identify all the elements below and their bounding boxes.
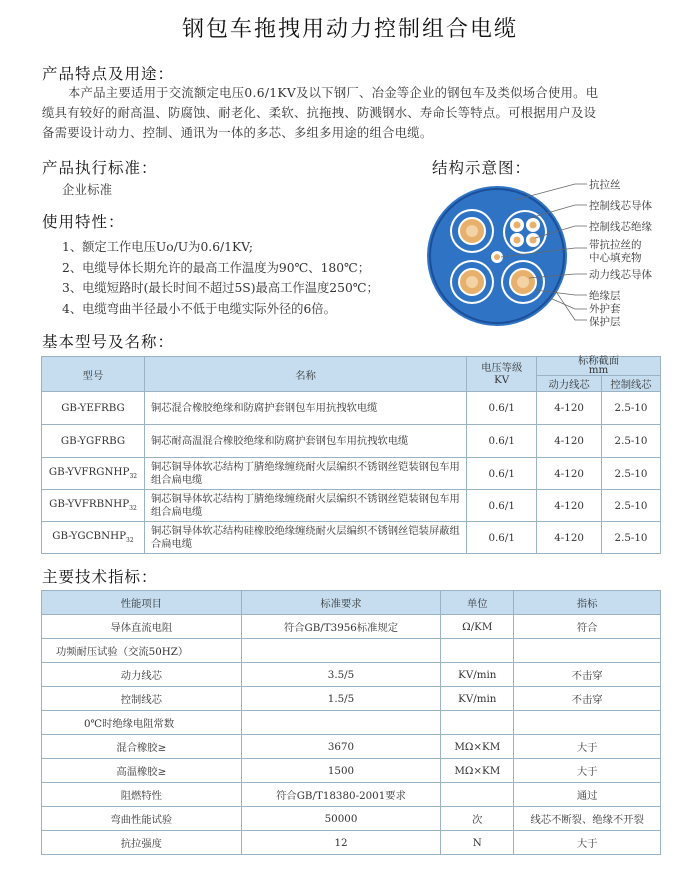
model-cell: GB-YEFRBG xyxy=(42,392,145,425)
model-cell: $GB-YVFRGNHP_{32}$ xyxy=(42,458,145,490)
col-header-model: 型号 xyxy=(42,357,145,392)
unit-cell xyxy=(441,639,514,663)
structure-heading: 结构示意图： xyxy=(432,159,532,177)
label-outer-sheath: 外护套 xyxy=(589,303,621,315)
item-cell: 动力线芯 xyxy=(42,663,242,687)
features-paragraph xyxy=(42,83,662,143)
model-cell: $GB-YVFRBNHP_{32}$ xyxy=(42,490,145,522)
unit-cell: N xyxy=(441,831,514,855)
item-cell: 导体直流电阻 xyxy=(42,615,242,639)
page-title: 钢包车拖拽用动力控制组合电缆 xyxy=(181,17,518,42)
col-header-item: 性能项目 xyxy=(42,591,242,615)
item-cell: 抗拉强度 xyxy=(42,831,242,855)
standard-heading: 产品执行标准： xyxy=(42,159,158,177)
unit-cell: MΩ×KM xyxy=(441,735,514,759)
index-cell xyxy=(514,639,661,663)
voltage-cell: 0.6/1 xyxy=(467,425,537,458)
req-cell: 1500 xyxy=(241,759,441,783)
table-row xyxy=(42,663,661,687)
table-row xyxy=(42,687,661,711)
index-cell: 不击穿 xyxy=(514,687,661,711)
power-cell: 4-120 xyxy=(537,392,602,425)
col-header-req: 标准要求 xyxy=(241,591,441,615)
models-header-row xyxy=(42,357,661,376)
item-cell: 阻燃特性 xyxy=(42,783,242,807)
table-row xyxy=(42,522,661,554)
req-cell: 符合GB/T18380-2001要求 xyxy=(241,783,441,807)
features-line: 备需要设计动力、控制、通讯为一体的多芯、多组多用途的组合电缆。 xyxy=(42,126,433,140)
usage-item: 1、额定工作电压Uo/U为0.6/1KV; xyxy=(62,240,253,254)
model-cell: $GB-YGCBNHP_{32}$ xyxy=(42,522,145,554)
label-insulation: 绝缘层 xyxy=(589,290,621,302)
table-row xyxy=(42,783,661,807)
name-cell: 铜芯混合橡胶绝缘和防腐护套钢包车用抗拽软电缆 xyxy=(144,392,466,425)
control-cell: 2.5-10 xyxy=(602,392,661,425)
table-row xyxy=(42,615,661,639)
table-row xyxy=(42,392,661,425)
cable-structure-diagram xyxy=(425,178,675,338)
features-line: 本产品主要适用于交流额定电压0.6/1KV及以下钢厂、冶金等企业的钢包车及类似场合使用。电 xyxy=(68,86,599,100)
models-heading: 基本型号及名称： xyxy=(42,333,175,351)
label-control-insulation: 控制线芯绝缘 xyxy=(589,221,652,233)
control-cell: 2.5-10 xyxy=(602,425,661,458)
voltage-cell: 0.6/1 xyxy=(467,392,537,425)
unit-cell: KV/min xyxy=(441,687,514,711)
index-cell: 通过 xyxy=(514,783,661,807)
req-cell xyxy=(241,711,441,735)
standard-text: 企业标准 xyxy=(62,183,113,197)
control-core-group xyxy=(503,210,547,254)
index-cell: 大于 xyxy=(514,735,661,759)
table-row xyxy=(42,711,661,735)
power-cell: 4-120 xyxy=(537,490,602,522)
col-header-voltage: 电压等级 KV xyxy=(467,357,537,392)
table-row xyxy=(42,458,661,490)
usage-heading: 使用特性： xyxy=(42,213,125,231)
power-core xyxy=(450,260,494,304)
table-row xyxy=(42,425,661,458)
control-cell: 2.5-10 xyxy=(602,490,661,522)
tech-header-row xyxy=(42,591,661,615)
req-cell xyxy=(241,639,441,663)
label-protective-layer: 保护层 xyxy=(589,316,621,328)
item-cell: 控制线芯 xyxy=(42,687,242,711)
label-control-conductor: 控制线芯导体 xyxy=(589,200,652,212)
name-cell: 铜芯铜导体软芯结构硅橡胶绝缘缠绕耐火层编织不锈钢丝铠装屏蔽组合扁电缆 xyxy=(144,522,466,554)
voltage-cell: 0.6/1 xyxy=(467,522,537,554)
item-cell: 高温橡胶≥ xyxy=(42,759,242,783)
index-cell xyxy=(514,711,661,735)
unit-cell: KV/min xyxy=(441,663,514,687)
control-cell: 2.5-10 xyxy=(602,458,661,490)
voltage-cell: 0.6/1 xyxy=(467,458,537,490)
model-cell: GB-YGFRBG xyxy=(42,425,145,458)
tensile-wire xyxy=(494,254,500,260)
label-power-conductor: 动力线芯导体 xyxy=(589,269,652,281)
index-cell: 大于 xyxy=(514,759,661,783)
req-cell: 1.5/5 xyxy=(241,687,441,711)
unit-cell: MΩ×KM xyxy=(441,759,514,783)
index-cell: 符合 xyxy=(514,615,661,639)
voltage-cell: 0.6/1 xyxy=(467,490,537,522)
usage-item: 2、电缆导体长期允许的最高工作温度为90℃、180℃； xyxy=(62,260,371,275)
power-core xyxy=(501,260,545,304)
item-cell: 混合橡胶≥ xyxy=(42,735,242,759)
table-row xyxy=(42,490,661,522)
name-cell: 铜芯铜导体软芯结构丁腈绝缘缠绕耐火层编织不锈钢丝铠装钢包车用组合扁电缆 xyxy=(144,490,466,522)
item-cell: 功频耐压试验（交流50HZ） xyxy=(42,639,242,663)
label-center-filler-2: 中心填充物 xyxy=(589,252,642,264)
col-header-control: 控制线芯 xyxy=(602,376,661,392)
power-cell: 4-120 xyxy=(537,425,602,458)
col-header-index: 指标 xyxy=(514,591,661,615)
unit-cell xyxy=(441,783,514,807)
unit-cell xyxy=(441,711,514,735)
control-cell: 2.5-10 xyxy=(602,522,661,554)
unit-cell: 次 xyxy=(441,807,514,831)
table-row xyxy=(42,639,661,663)
item-cell: 0℃时绝缘电阻常数 xyxy=(42,711,242,735)
tech-heading: 主要技术指标： xyxy=(42,568,158,586)
name-cell: 铜芯铜导体软芯结构丁腈绝缘缠绕耐火层编织不锈钢丝铠装钢包车用组合扁电缆 xyxy=(144,458,466,490)
table-row xyxy=(42,807,661,831)
usage-item: 4、电缆弯曲半径最小不低于电缆实际外径的6倍。 xyxy=(62,301,336,316)
usage-item: 3、电缆短路时(最长时间不超过5S)最高工作温度250℃； xyxy=(62,281,379,295)
table-row xyxy=(42,735,661,759)
req-cell: 3.5/5 xyxy=(241,663,441,687)
label-center-filler-1: 带抗拉丝的 xyxy=(589,239,642,251)
index-cell: 大于 xyxy=(514,831,661,855)
req-cell: 符合GB/T3956标准规定 xyxy=(241,615,441,639)
models-table xyxy=(41,356,661,554)
table-row xyxy=(42,759,661,783)
features-heading: 产品特点及用途： xyxy=(42,65,175,83)
label-tensile-wire: 抗拉丝 xyxy=(589,179,621,191)
tech-table xyxy=(41,590,661,855)
req-cell: 12 xyxy=(241,831,441,855)
col-header-section: 标称截面 mm xyxy=(537,357,661,376)
power-cell: 4-120 xyxy=(537,458,602,490)
index-cell: 线芯不断裂、绝缘不开裂 xyxy=(514,807,661,831)
name-cell: 铜芯耐高温混合橡胶绝缘和防腐护套钢包车用抗拽软电缆 xyxy=(144,425,466,458)
col-header-power: 动力线芯 xyxy=(537,376,602,392)
req-cell: 50000 xyxy=(241,807,441,831)
power-cell: 4-120 xyxy=(537,522,602,554)
index-cell: 不击穿 xyxy=(514,663,661,687)
usage-list xyxy=(62,237,379,319)
unit-cell: Ω/KM xyxy=(441,615,514,639)
col-header-unit: 单位 xyxy=(441,591,514,615)
item-cell: 弯曲性能试验 xyxy=(42,807,242,831)
power-core xyxy=(450,209,494,253)
features-line: 缆具有较好的耐高温、防腐蚀、耐老化、柔软、抗拖拽、防溅钢水、寿命长等特点。可根据用户及设 xyxy=(42,106,597,120)
table-row xyxy=(42,831,661,855)
req-cell: 3670 xyxy=(241,735,441,759)
col-header-name: 名称 xyxy=(144,357,466,392)
